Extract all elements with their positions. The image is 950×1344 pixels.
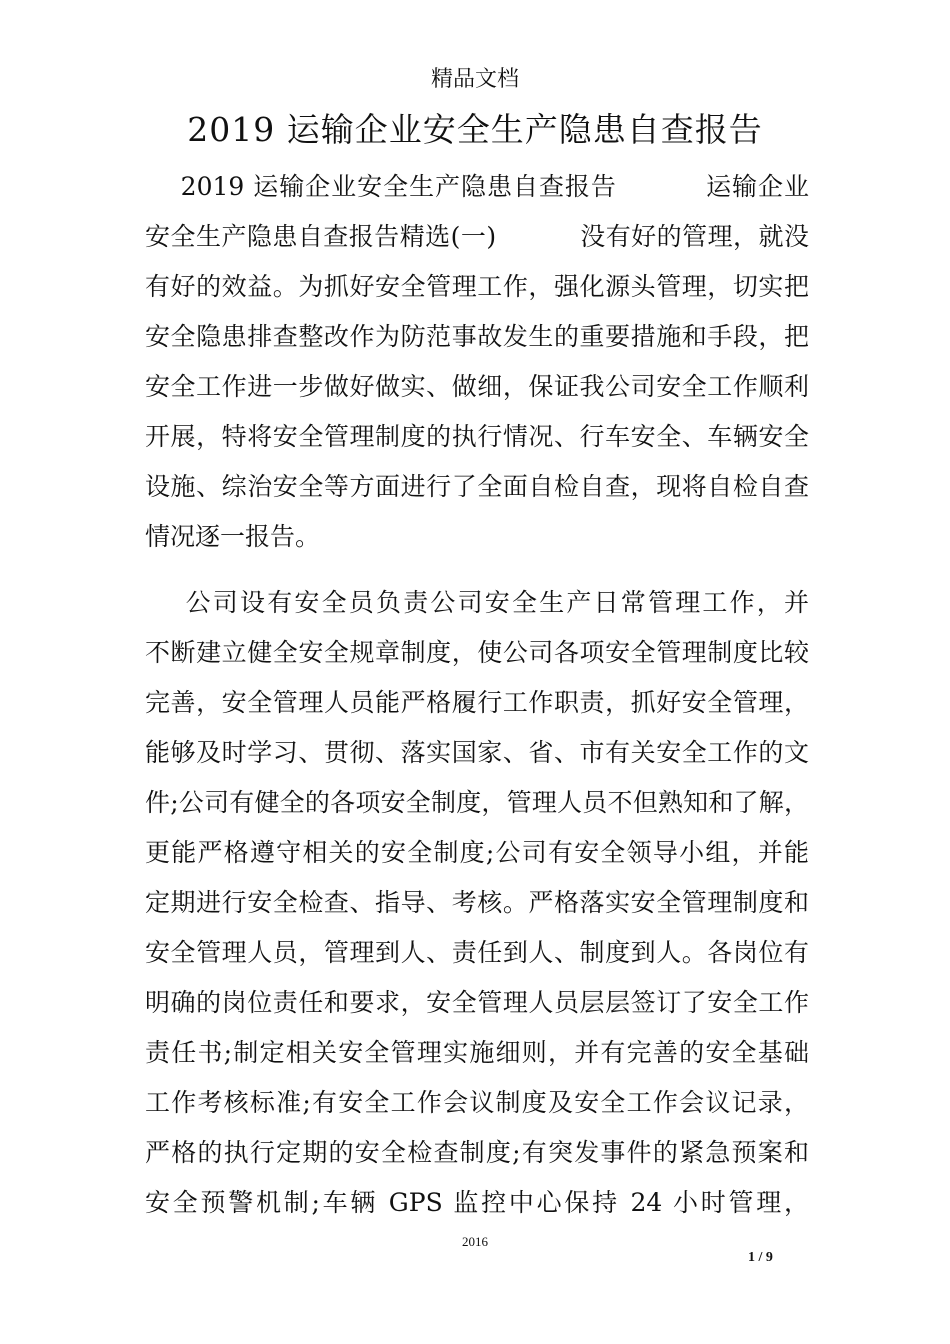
footer-year: 2016 <box>462 1234 488 1249</box>
text-line: 开展，特将安全管理制度的执行情况、行车安全、车辆安全 <box>145 422 809 451</box>
header-watermark: 精品文档 <box>430 67 519 92</box>
paragraph-2 <box>145 578 809 1228</box>
paragraph-gap <box>145 562 809 578</box>
text-line: 责任书;制定相关安全管理实施细则，并有完善的安全基础 <box>145 1038 809 1067</box>
text-line: 明确的岗位责任和要求，安全管理人员层层签订了安全工作 <box>145 988 809 1017</box>
text-line: 安全隐患排查整改作为防范事故发生的重要措施和手段，把 <box>145 322 809 351</box>
text-line: 公司设有安全员负责公司安全生产日常管理工作，并 <box>145 588 809 617</box>
text-line: 安全管理人员，管理到人、责任到人、制度到人。各岗位有 <box>145 938 809 967</box>
text-line: 能够及时学习、贯彻、落实国家、省、市有关安全工作的文 <box>145 738 809 767</box>
text-line: 安全工作进一步做好做实、做细，保证我公司安全工作顺利 <box>145 372 809 401</box>
document-title: 2019 运输企业安全生产隐患自查报告 <box>187 110 763 149</box>
text-line: 工作考核标准;有安全工作会议制度及安全工作会议记录， <box>145 1088 809 1117</box>
text-line: 件;公司有健全的各项安全制度，管理人员不但熟知和了解， <box>145 788 809 817</box>
text-line: 严格的执行定期的安全检查制度;有突发事件的紧急预案和 <box>145 1138 809 1167</box>
text-line: 设施、综治安全等方面进行了全面自检自查，现将自检自查 <box>145 472 809 501</box>
text-line: 更能严格遵守相关的安全制度;公司有安全领导小组，并能 <box>145 838 809 867</box>
document-body <box>145 162 809 1228</box>
text-line: 2019 运输企业安全生产隐患自查报告 运输企业 <box>145 172 809 201</box>
text-line: 安全预警机制;车辆 GPS 监控中心保持 24 小时管理， <box>145 1188 809 1217</box>
paragraph-1 <box>145 162 809 562</box>
text-line: 安全生产隐患自查报告精选(一) 没有好的管理，就没 <box>145 222 809 251</box>
text-line: 完善，安全管理人员能严格履行工作职责，抓好安全管理， <box>145 688 809 717</box>
text-line: 定期进行安全检查、指导、考核。严格落实安全管理制度和 <box>145 888 809 917</box>
text-line: 有好的效益。为抓好安全管理工作，强化源头管理，切实把 <box>145 272 809 301</box>
page-number: 1 / 9 <box>748 1250 773 1265</box>
text-line: 不断建立健全安全规章制度，使公司各项安全管理制度比较 <box>145 638 809 667</box>
text-line: 情况逐一报告。 <box>145 522 321 551</box>
